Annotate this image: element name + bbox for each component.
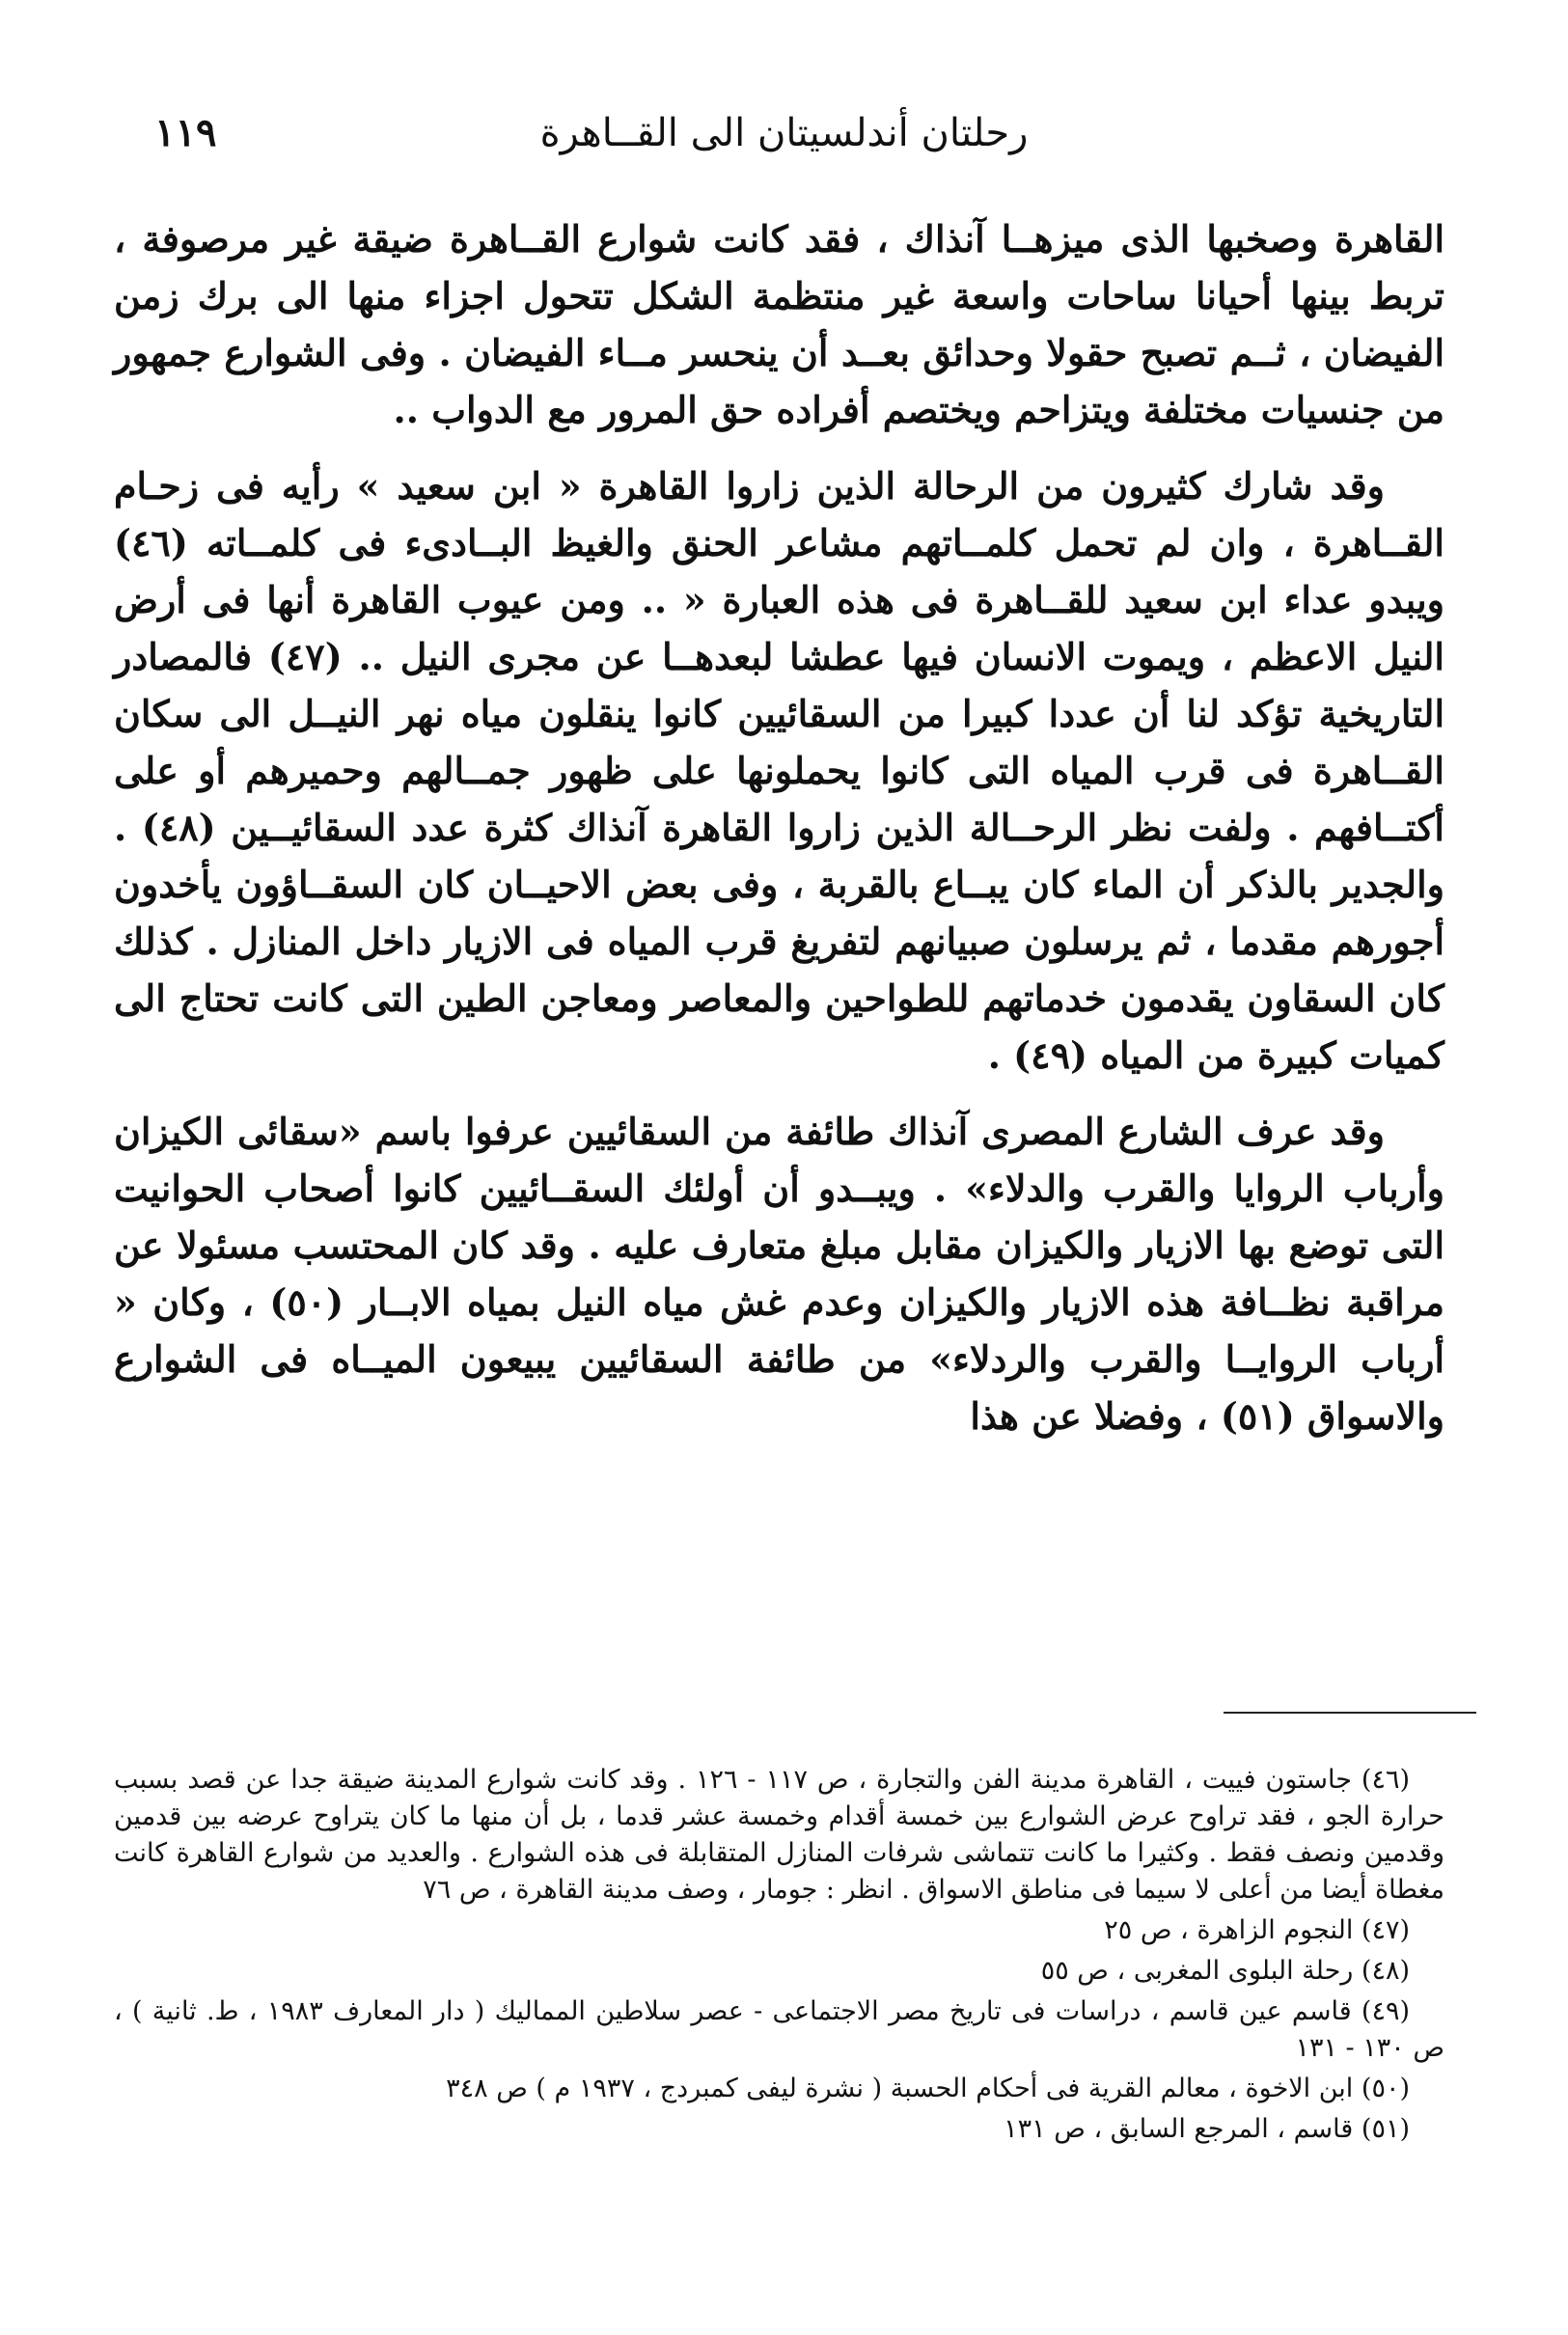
- footnotes: [114, 1762, 1444, 2152]
- footnote-47: (٤٧) النجوم الزاهرة ، ص ٢٥: [1104, 1915, 1410, 1945]
- footnote-46: (٤٦) جاستون فييت ، القاهرة مدينة الفن والتجارة ، ص ١١٧ - ١٢٦ . وقد كانت شوارع المدينة ضيقة جدا عن قصد بسبب حرارة الجو ، فقد تراوح عرض الشوارع بين خمسة أقدام وخمسة عشر قدما ، بل أن منها ما كان يتراوح عرضه بين قدمين وقدمين ونصف فقط . وكثيرا ما كانت تتماشى شرفات المنازل المتقابلة فى هذه الشوارع . والعديد من شوارع القاهرة كانت مغطاة أيضا من أعلى لا سيما فى مناطق الاسواق . انظر : جومار ، وصف مدينة القاهرة ، ص ٧٦: [114, 1765, 1444, 1905]
- footnote-49: (٤٩) قاسم عين قاسم ، دراسات فى تاريخ مصر الاجتماعى - عصر سلاطين المماليك ( دار المعارف ١٩٨٣ ، ط. ثانية ) ، ص ١٣٠ - ١٣١: [114, 1996, 1444, 2063]
- footnote-separator: [1224, 1712, 1476, 1714]
- paragraph: القاهرة وصخبها الذى ميزهــا آنذاك ، فقد كانت شوارع القــاهرة ضيقة غير مرصوفة ، تربط بينها أحيانا ساحات واسعة غير منتظمة الشكل تتحول اجزاء منها الى برك زمن الفيضان ، ثــم تصبح حقولا وحدائق بعــد أن ينحسر مــاء الفيضان . وفى الشوارع جمهور من جنسيات مختلفة ويتزاحم ويختصم أفراده حق المرور مع الدواب ..: [114, 217, 1444, 431]
- main-text: [114, 210, 1444, 1464]
- paragraph: وقد عرف الشارع المصرى آنذاك طائفة من السقائيين عرفوا باسم «سقائى الكيزان وأرباب الروايا والقرب والدلاء» . ويبــدو أن أولئك السقــائيين كانوا أصحاب الحوانيت التى توضع بها الازيار والكيزان مقابل مبلغ متعارف عليه . وقد كان المحتسب مسئولا عن مراقبة نظــافة هذه الازيار والكيزان وعدم غش مياه النيل بمياه الابــار (٥٠) ، وكان « أرباب الروايــا والقرب والردلاء» من طائفة السقائيين يبيعون الميــاه فى الشوارع والاسواق (٥١) ، وفضلا عن هذا: [114, 1110, 1445, 1438]
- footnote-50: (٥٠) ابن الاخوة ، معالم القرية فى أحكام الحسبة ( نشرة ليفى كمبردج ، ١٩٣٧ م ) ص ٣٤٨: [446, 2074, 1410, 2103]
- footnote-48: (٤٨) رحلة البلوى المغربى ، ص ٥٥: [1040, 1956, 1410, 1986]
- footnote-51: (٥١) قاسم ، المرجع السابق ، ص ١٣١: [1004, 2114, 1410, 2144]
- paragraph: وقد شارك كثيرون من الرحالة الذين زاروا القاهرة « ابن سعيد » رأيه فى زحـام القــاهرة ، وان لم تحمل كلمــاتهم مشاعر الحنق والغيظ البــادىء فى كلمــاته (٤٦) ويبدو عداء ابن سعيد للقــاهرة فى هذه العبارة « .. ومن عيوب القاهرة أنها فى أرض النيل الاعظم ، ويموت الانسان فيها عطشا لبعدهــا عن مجرى النيل .. (٤٧) فالمصادر التاريخية تؤكد لنا أن عددا كبيرا من السقائيين كانوا ينقلون مياه نهر النيــل الى سكان القــاهرة فى قرب المياه التى كانوا يحملونها على ظهور جمــالهم وحميرهم أو على أكتــافهم . ولفت نظر الرحــالة الذين زاروا القاهرة آنذاك كثرة عدد السقائيــين (٤٨) . والجدير بالذكر أن الماء كان يبــاع بالقربة ، وفى بعض الاحيــان كان السقــاؤون يأخدون أجورهم مقدما ، ثم يرسلون صبيانهم لتفريغ قرب المياه فى الازيار داخل المنازل . كذلك كان السقاون يقدمون خدماتهم للطواحين والمعاصر ومعاجن الطين التى كانت تحتاج الى كميات كبيرة من المياه (٤٩) .: [114, 464, 1444, 1077]
- page-header: [154, 104, 1414, 162]
- running-title: رحلتان أندلسيتان الى القــاهرة: [539, 111, 1029, 155]
- page-number: ١١٩: [154, 110, 217, 155]
